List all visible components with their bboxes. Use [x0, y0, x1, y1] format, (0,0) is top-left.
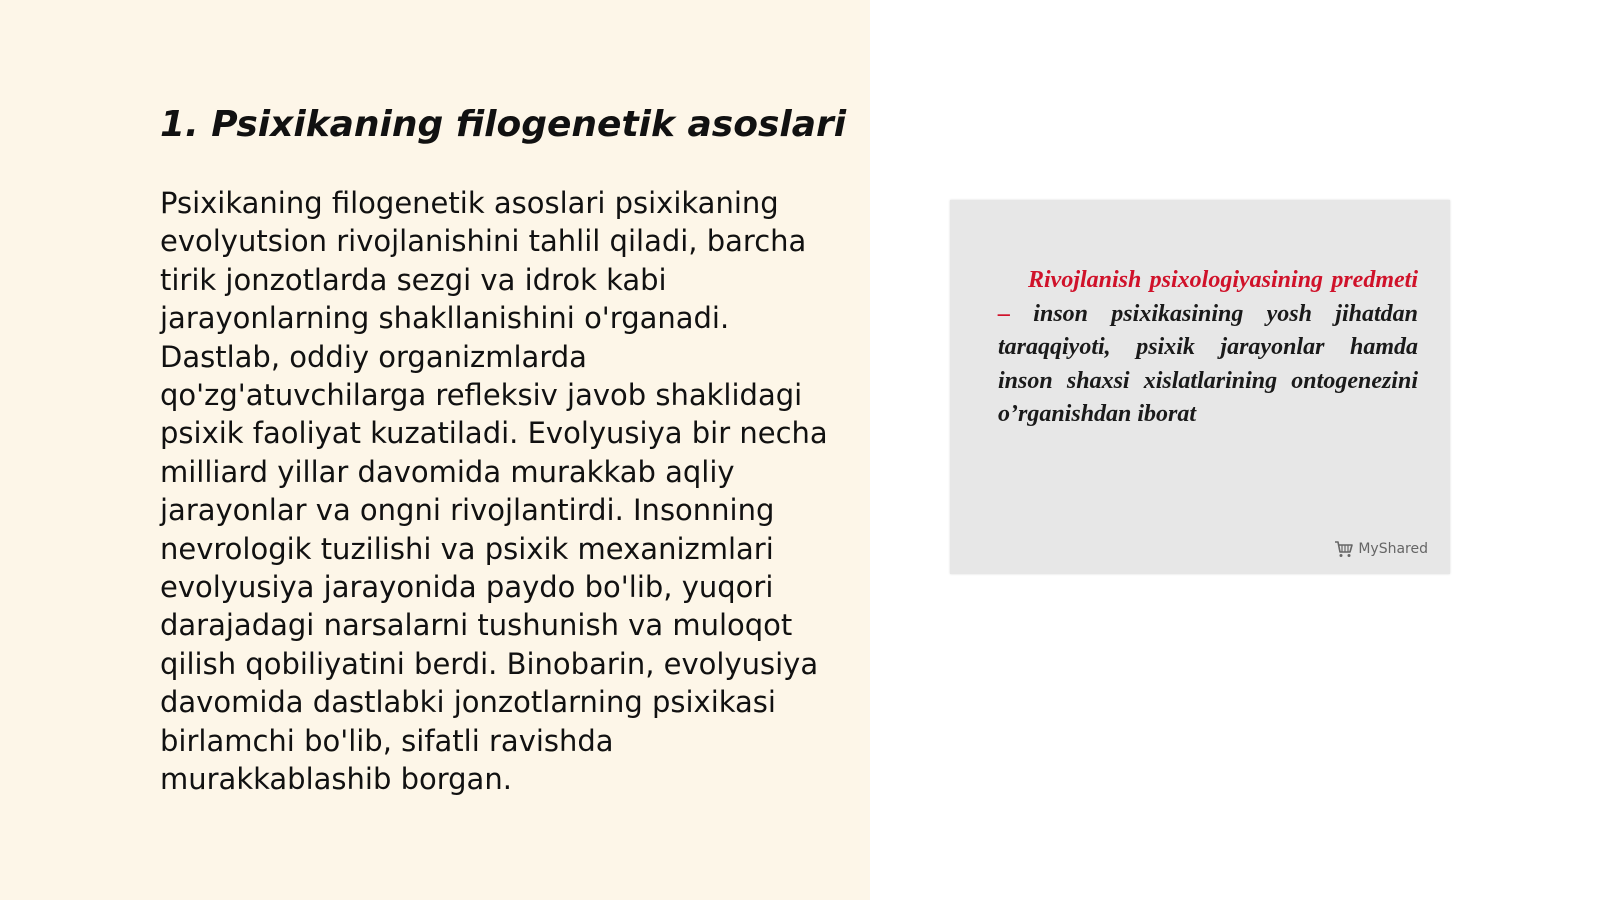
image-highlight-text: Rivojlanish psixologiyasining predmeti –: [998, 267, 1418, 327]
watermark-label: MyShared: [1358, 541, 1428, 557]
body-paragraph: Psixikaning filogenetik asoslari psixikaning evolyutsion rivojlanishini tahlil qiladi, barcha tirik jonzotlarda sezgi va idrok kabi jarayonlarning shakllanishini o'rganadi. Dastlab, oddiy organizmlarda qo'zg'atuvchilarga refleksiv javob shaklidagi psixik faoliyat kuzatiladi. Evolyusiya bir necha milliard yillar davomida murakkab aqliy jarayonlar va ongni rivojlantirdi. Insonning nevrologik tuzilishi va psixik mexanizmlari evolyusiya jarayonida paydo bo'lib, yuqori darajadagi narsalarni tushunish va muloqot qilish qobiliyatini berdi. Binobarin, evolyusiya davomida dastlabki jonzotlarning psixikasi birlamchi bo'lib, sifatli ravishda murakkablashib borgan.: [160, 186, 828, 797]
image-text: [998, 264, 1418, 432]
watermark: [1334, 540, 1428, 558]
cart-icon: [1334, 540, 1354, 558]
embedded-image: [950, 200, 1450, 574]
image-body-text: inson psixikasining yosh jihatdan taraqqiyoti, psixik jarayonlar hamda inson shaxsi xislatlarining ontogenezini o’rganishdan iborat: [998, 300, 1418, 427]
slide-title: 1. Psixikaning filogenetik asoslari: [160, 104, 847, 145]
